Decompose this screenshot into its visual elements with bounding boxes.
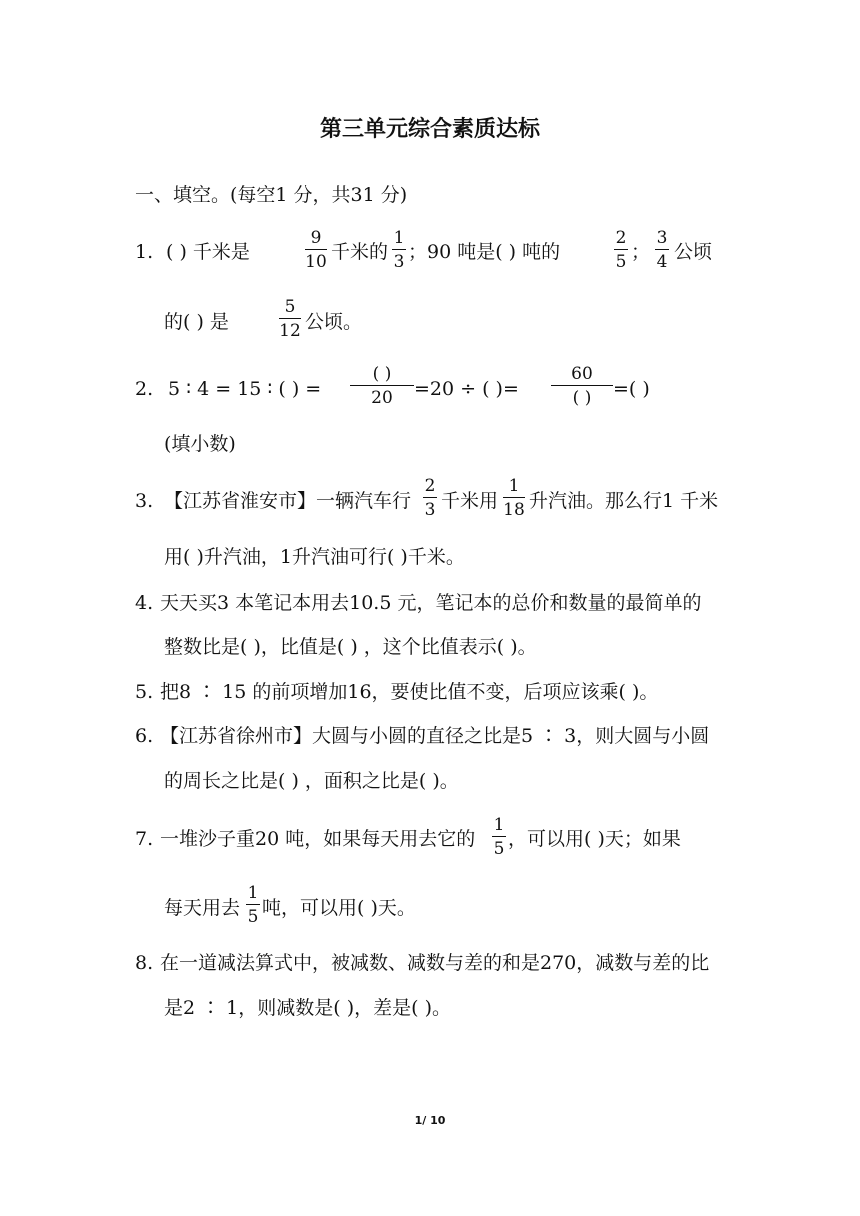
question-text: 的( ) 是 <box>164 311 229 333</box>
question-number: 1. <box>135 241 154 263</box>
numerator: 9 <box>310 228 322 248</box>
denominator: 18 <box>503 500 525 520</box>
denominator: 3 <box>424 500 436 520</box>
fraction <box>503 476 525 520</box>
question-text: 天天买3 本笔记本用去10.5 元，笔记本的总价和数量的最简单的 <box>160 592 702 614</box>
fraction <box>350 364 414 408</box>
denominator: 10 <box>305 252 327 272</box>
numerator: 5 <box>284 297 296 317</box>
question-number: 6. <box>135 725 154 747</box>
question-text: =20 ÷ ( )= <box>414 378 519 400</box>
question-text: 【江苏省淮安市】一辆汽车行 <box>164 490 412 512</box>
denominator: 12 <box>279 321 301 341</box>
fraction <box>492 815 506 859</box>
fraction <box>246 883 260 927</box>
fraction <box>551 364 613 408</box>
question-text: 的周长之比是( ) ，面积之比是( )。 <box>164 770 459 792</box>
question-text: 公顷。 <box>305 311 363 333</box>
numerator: 2 <box>424 476 436 496</box>
numerator: ( ) <box>372 364 392 384</box>
question-text: 整数比是( )，比值是( ) ，这个比值表示( )。 <box>164 636 537 658</box>
question-text: 公顷 <box>674 241 713 263</box>
fraction <box>614 228 628 272</box>
denominator: 3 <box>393 252 405 272</box>
denominator: 5 <box>247 907 259 927</box>
question-text: 【江苏省徐州市】大圆与小圆的直径之比是5 ∶ 3，则大圆与小圆 <box>160 725 710 747</box>
question-text: (填小数) <box>164 433 236 455</box>
question-number: 4. <box>135 592 154 614</box>
denominator: 4 <box>656 252 668 272</box>
question-number: 7. <box>135 828 154 850</box>
denominator: 5 <box>493 839 505 859</box>
question-text: 把8 ∶ 15 的前项增加16，要使比值不变，后项应该乘( )。 <box>160 681 659 703</box>
question-text: 吨，可以用( )天。 <box>262 897 416 919</box>
question-text: 是2 ∶ 1，则减数是( )，差是( )。 <box>164 997 451 1019</box>
page-number: 1/ 10 <box>414 1114 446 1127</box>
question-text: 千米用 <box>441 490 499 512</box>
question-number: 5. <box>135 681 154 703</box>
section-heading: 一、填空。(每空1 分，共31 分) <box>135 184 408 206</box>
question-text: 升汽油。那么行1 千米 <box>529 490 719 512</box>
fraction <box>655 228 669 272</box>
numerator: 60 <box>571 364 593 384</box>
fraction <box>392 228 406 272</box>
fraction <box>423 476 437 520</box>
question-text: ； <box>631 241 651 263</box>
numerator: 1 <box>493 815 505 835</box>
question-text: 千米的 <box>331 241 389 263</box>
numerator: 2 <box>615 228 627 248</box>
numerator: 1 <box>508 476 520 496</box>
question-text: 一堆沙子重20 吨，如果每天用去它的 <box>160 828 476 850</box>
question-text: 每天用去 <box>164 897 241 919</box>
question-text: 在一道减法算式中，被减数、减数与差的和是270，减数与差的比 <box>160 952 710 974</box>
question-text: ( ) 千米是 <box>166 241 250 263</box>
page-title: 第三单元综合素质达标 <box>319 117 540 142</box>
question-text: ；90 吨是( ) 吨的 <box>408 241 561 263</box>
question-number: 3. <box>135 490 154 512</box>
numerator: 3 <box>656 228 668 248</box>
question-number: 8. <box>135 952 154 974</box>
question-text: ，可以用( )天；如果 <box>508 828 681 850</box>
question-text: 5 ∶ 4 = 15 ∶ ( ) = <box>168 378 322 400</box>
fraction <box>279 297 301 341</box>
question-text: 用( )升汽油，1升汽油可行( )千米。 <box>164 546 465 568</box>
denominator: 5 <box>615 252 627 272</box>
question-text: =( ) <box>613 378 650 400</box>
denominator: 20 <box>371 388 393 408</box>
fraction <box>305 228 327 272</box>
question-number: 2. <box>135 378 154 400</box>
denominator: ( ) <box>572 388 592 408</box>
numerator: 1 <box>247 883 259 903</box>
numerator: 1 <box>393 228 405 248</box>
